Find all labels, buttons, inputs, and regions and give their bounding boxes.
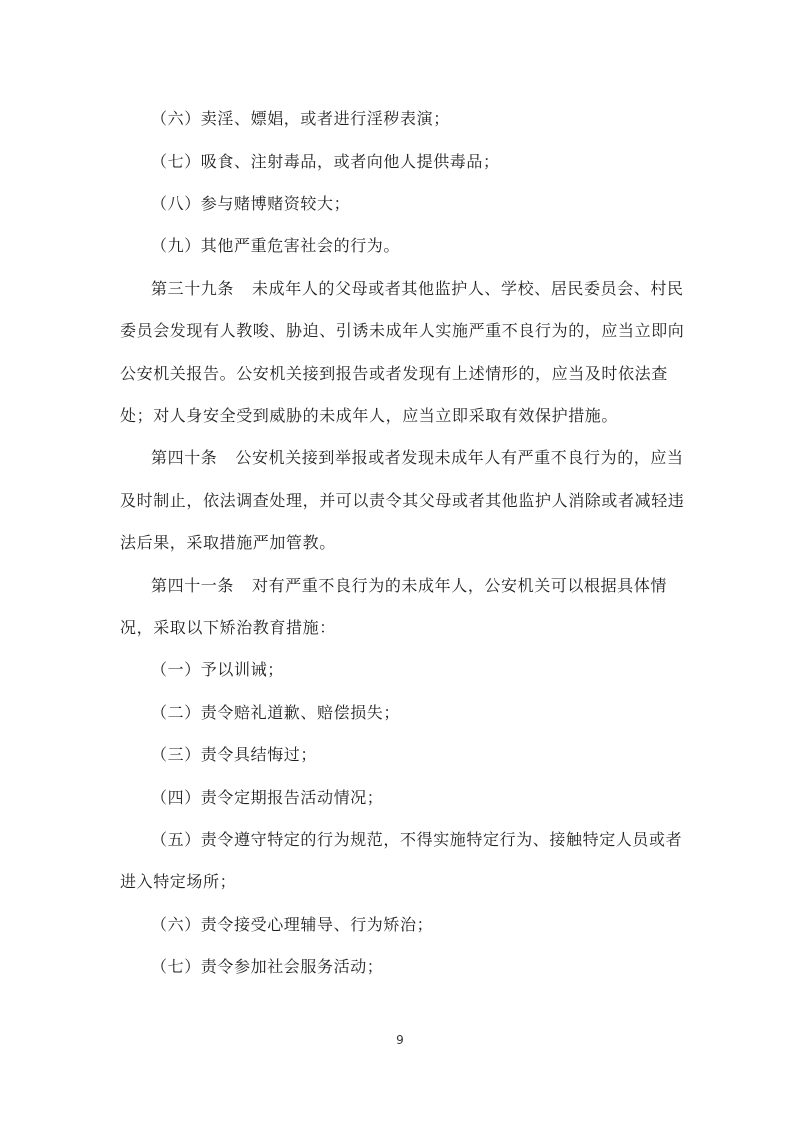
page-number: 9 xyxy=(396,1033,404,1047)
article-number: 第四十条 xyxy=(151,448,218,467)
article-40-first-line xyxy=(0,448,800,468)
article-41-first-line xyxy=(0,576,800,596)
list-item-continuation: 进入特定场所； xyxy=(120,872,237,891)
list-item: （三）责令具结悔过； xyxy=(151,745,318,764)
article-text-line: 公安机关报告。公安机关接到报告或者发现有上述情形的，应当及时依法查 xyxy=(120,364,668,383)
article-text: 对有严重不良行为的未成年人，公安机关可以根据具体情 xyxy=(252,576,668,595)
article-text-line: 及时制止，依法调查处理，并可以责令其父母或者其他监护人消除或者减轻违 xyxy=(120,491,685,510)
list-item: （七）吸食、注射毒品，或者向他人提供毒品； xyxy=(151,152,500,171)
list-item: （八）参与赌博赌资较大； xyxy=(151,194,351,213)
article-text-line: 法后果，采取措施严加管教。 xyxy=(120,533,336,552)
list-item: （四）责令定期报告活动情况； xyxy=(151,788,384,807)
list-item: （二）责令赔礼道歉、赔偿损失； xyxy=(151,703,401,722)
article-text: 公安机关接到举报或者发现未成年人有严重不良行为的，应当 xyxy=(235,448,684,467)
list-item: （九）其他严重危害社会的行为。 xyxy=(151,236,401,255)
article-39-first-line xyxy=(0,279,800,299)
article-text-line: 处；对人身安全受到威胁的未成年人，应当立即采取有效保护措施。 xyxy=(120,406,619,425)
article-number: 第四十一条 xyxy=(151,576,235,595)
article-text: 未成年人的父母或者其他监护人、学校、居民委员会、村民 xyxy=(252,279,684,298)
article-text-line: 况，采取以下矫治教育措施： xyxy=(120,618,336,637)
list-item: （六）卖淫、嫖娼，或者进行淫秽表演； xyxy=(151,109,450,128)
list-item: （五）责令遵守特定的行为规范，不得实施特定行为、接触特定人员或者 xyxy=(151,830,683,849)
list-item: （一）予以训诫； xyxy=(151,660,284,679)
list-item: （六）责令接受心理辅导、行为矫治； xyxy=(151,915,434,934)
article-number: 第三十九条 xyxy=(151,279,235,298)
list-item: （七）责令参加社会服务活动； xyxy=(151,957,384,976)
article-text-line: 委员会发现有人教唆、胁迫、引诱未成年人实施严重不良行为的，应当立即向 xyxy=(120,321,685,340)
